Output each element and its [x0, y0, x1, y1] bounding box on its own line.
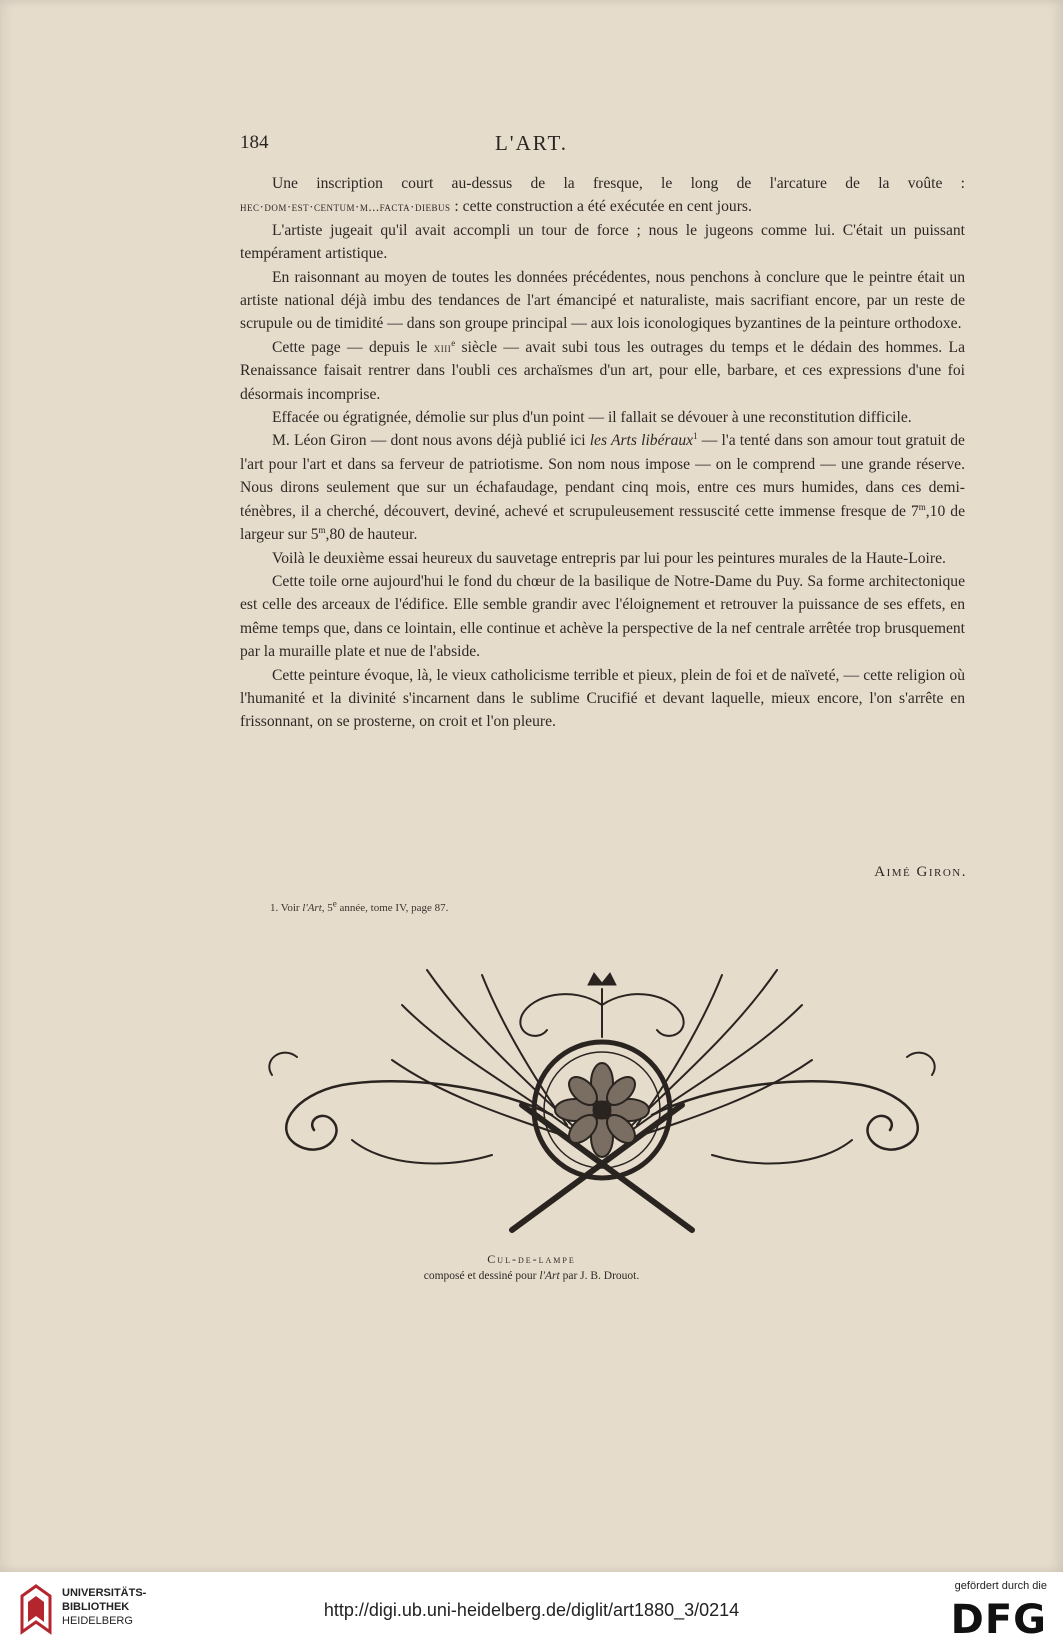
- text-run: Une inscription court au-dessus de la fresque, le long de l'arcature de la voûte :: [272, 175, 965, 192]
- library-name-line: UNIVERSITÄTS-: [62, 1587, 147, 1599]
- paragraph: [240, 429, 965, 546]
- text-run: composé et dessiné pour: [423, 1270, 540, 1282]
- text-run: 1. Voir: [270, 902, 303, 914]
- paragraph: [240, 570, 965, 664]
- text-run: Cette peinture évoque, là, le vieux catholicisme terrible et pieux, plein de foi et de naïveté, — cette religion où l'humanité et la divinité s'incarnent dans le sublime Crucifié et devant laquelle, mieux encore, l'on s'arrête en frissonnant, on se prosterne, on croit et l'on pleure.: [240, 666, 965, 731]
- paragraph: [240, 664, 965, 734]
- running-head: L'ART.: [494, 131, 569, 155]
- text-run: année, tome IV, page 87.: [336, 902, 449, 914]
- library-name-line: HEIDELBERG: [62, 1615, 133, 1627]
- text-run: m: [318, 524, 326, 535]
- caption-title: Cul-de-lampe: [487, 1252, 576, 1266]
- text-run: Voilà le deuxième essai heureux du sauvetage entrepris par lui pour les peintures murales de la Haute-Loire.: [272, 549, 946, 567]
- cul-de-lampe-ornament: [252, 965, 952, 1240]
- text-run: par J. B. Drouot.: [559, 1270, 640, 1282]
- text-run: : cette construction a été exécutée en cent jours.: [450, 198, 752, 216]
- text-run: xiii: [433, 339, 452, 355]
- paragraph: [240, 406, 965, 429]
- paragraph: [240, 219, 965, 266]
- author-signature: Aimé Giron.: [874, 864, 967, 880]
- paragraph: [240, 172, 965, 219]
- text-run: Cette page — depuis le: [272, 338, 434, 356]
- text-run: l'Art: [302, 902, 322, 914]
- text-run: L'artiste jugeait qu'il avait accompli un tour de force ; nous le jugeons comme lui. C'était un puissant tempérament artistique.: [240, 221, 965, 263]
- footnote: [270, 898, 449, 914]
- page-number: 184: [240, 132, 269, 153]
- text-run: les Arts libéraux: [589, 432, 694, 450]
- dfg-logo: DFG: [950, 1597, 1047, 1643]
- text-run: En raisonnant au moyen de toutes les données précédentes, nous penchons à conclure que le peintre était un artiste national déjà imbu des tendances de l'art émancipé et naturaliste, mais sacrifiant encore, par un reste de scrupule ou de timidité — dans son groupe principal — aux lois iconologiques byzantines de la peinture orthodoxe.: [240, 268, 965, 333]
- text-run: , 5: [321, 902, 333, 914]
- footer-bar: [0, 1572, 1063, 1650]
- permalink-url[interactable]: http://digi.ub.uni-heidelberg.de/diglit/art1880_3/0214: [323, 1600, 740, 1620]
- text-run: Effacée ou égratignée, démolie sur plus d'un point — il fallait se dévouer à une reconstitution difficile.: [272, 409, 912, 427]
- article-body: [240, 172, 965, 734]
- text-run: ,80 de hauteur.: [325, 526, 418, 544]
- text-run: M. Léon Giron — dont nous avons déjà publié ici: [272, 432, 590, 450]
- paragraph: [240, 266, 965, 336]
- text-run: siècle — avait subi tous les outrages du temps et le dédain des hommes. La Renaissance faisait rentrer dans l'oubli ces archaïsmes d'un art, pour elle, barbare, et ces expressions d'une foi désormais incomprise.: [240, 338, 965, 403]
- text-run: m: [918, 501, 926, 512]
- text-run: e: [451, 337, 456, 348]
- paragraph: [240, 336, 965, 406]
- text-run: hec·dom·est·centum·m...facta·diebus: [240, 199, 451, 215]
- funded-by-label: gefördert durch die: [954, 1580, 1047, 1592]
- text-run: — l'a tenté dans son amour tout gratuit de l'art pour l'art et dans sa ferveur de patriotisme. Son nom nous impose — on le comprend — une grande réserve. Nous dirons seulement que sur un échafaudage, pendant cinq mois, entre ces murs humides, dans ces demi-ténèbres, il a cherché, découvert, deviné, achevé et scrupuleusement ressuscité cette immense fresque de 7: [240, 432, 965, 520]
- library-name-line: BIBLIOTHEK: [62, 1601, 130, 1613]
- text-run: l'Art: [539, 1270, 560, 1282]
- text-run: 1: [693, 431, 698, 442]
- text-run: e: [332, 898, 337, 909]
- paragraph: [240, 547, 965, 570]
- text-run: ,10 de largeur sur 5: [240, 502, 965, 544]
- text-run: Cette toile orne aujourd'hui le fond du chœur de la basilique de Notre-Dame du Puy. Sa forme architectonique est celle des arceaux de l'édifice. Elle semble grandir avec l'éloignement et retrouver la puissance de ses effets, en même temps que, dans ce lointain, elle continue et achève la perspective de la nef centrale arrêtée trop brusquement par la muraille plate et nue de l'abside.: [240, 572, 965, 661]
- caption-subtitle: [0, 1270, 1063, 1282]
